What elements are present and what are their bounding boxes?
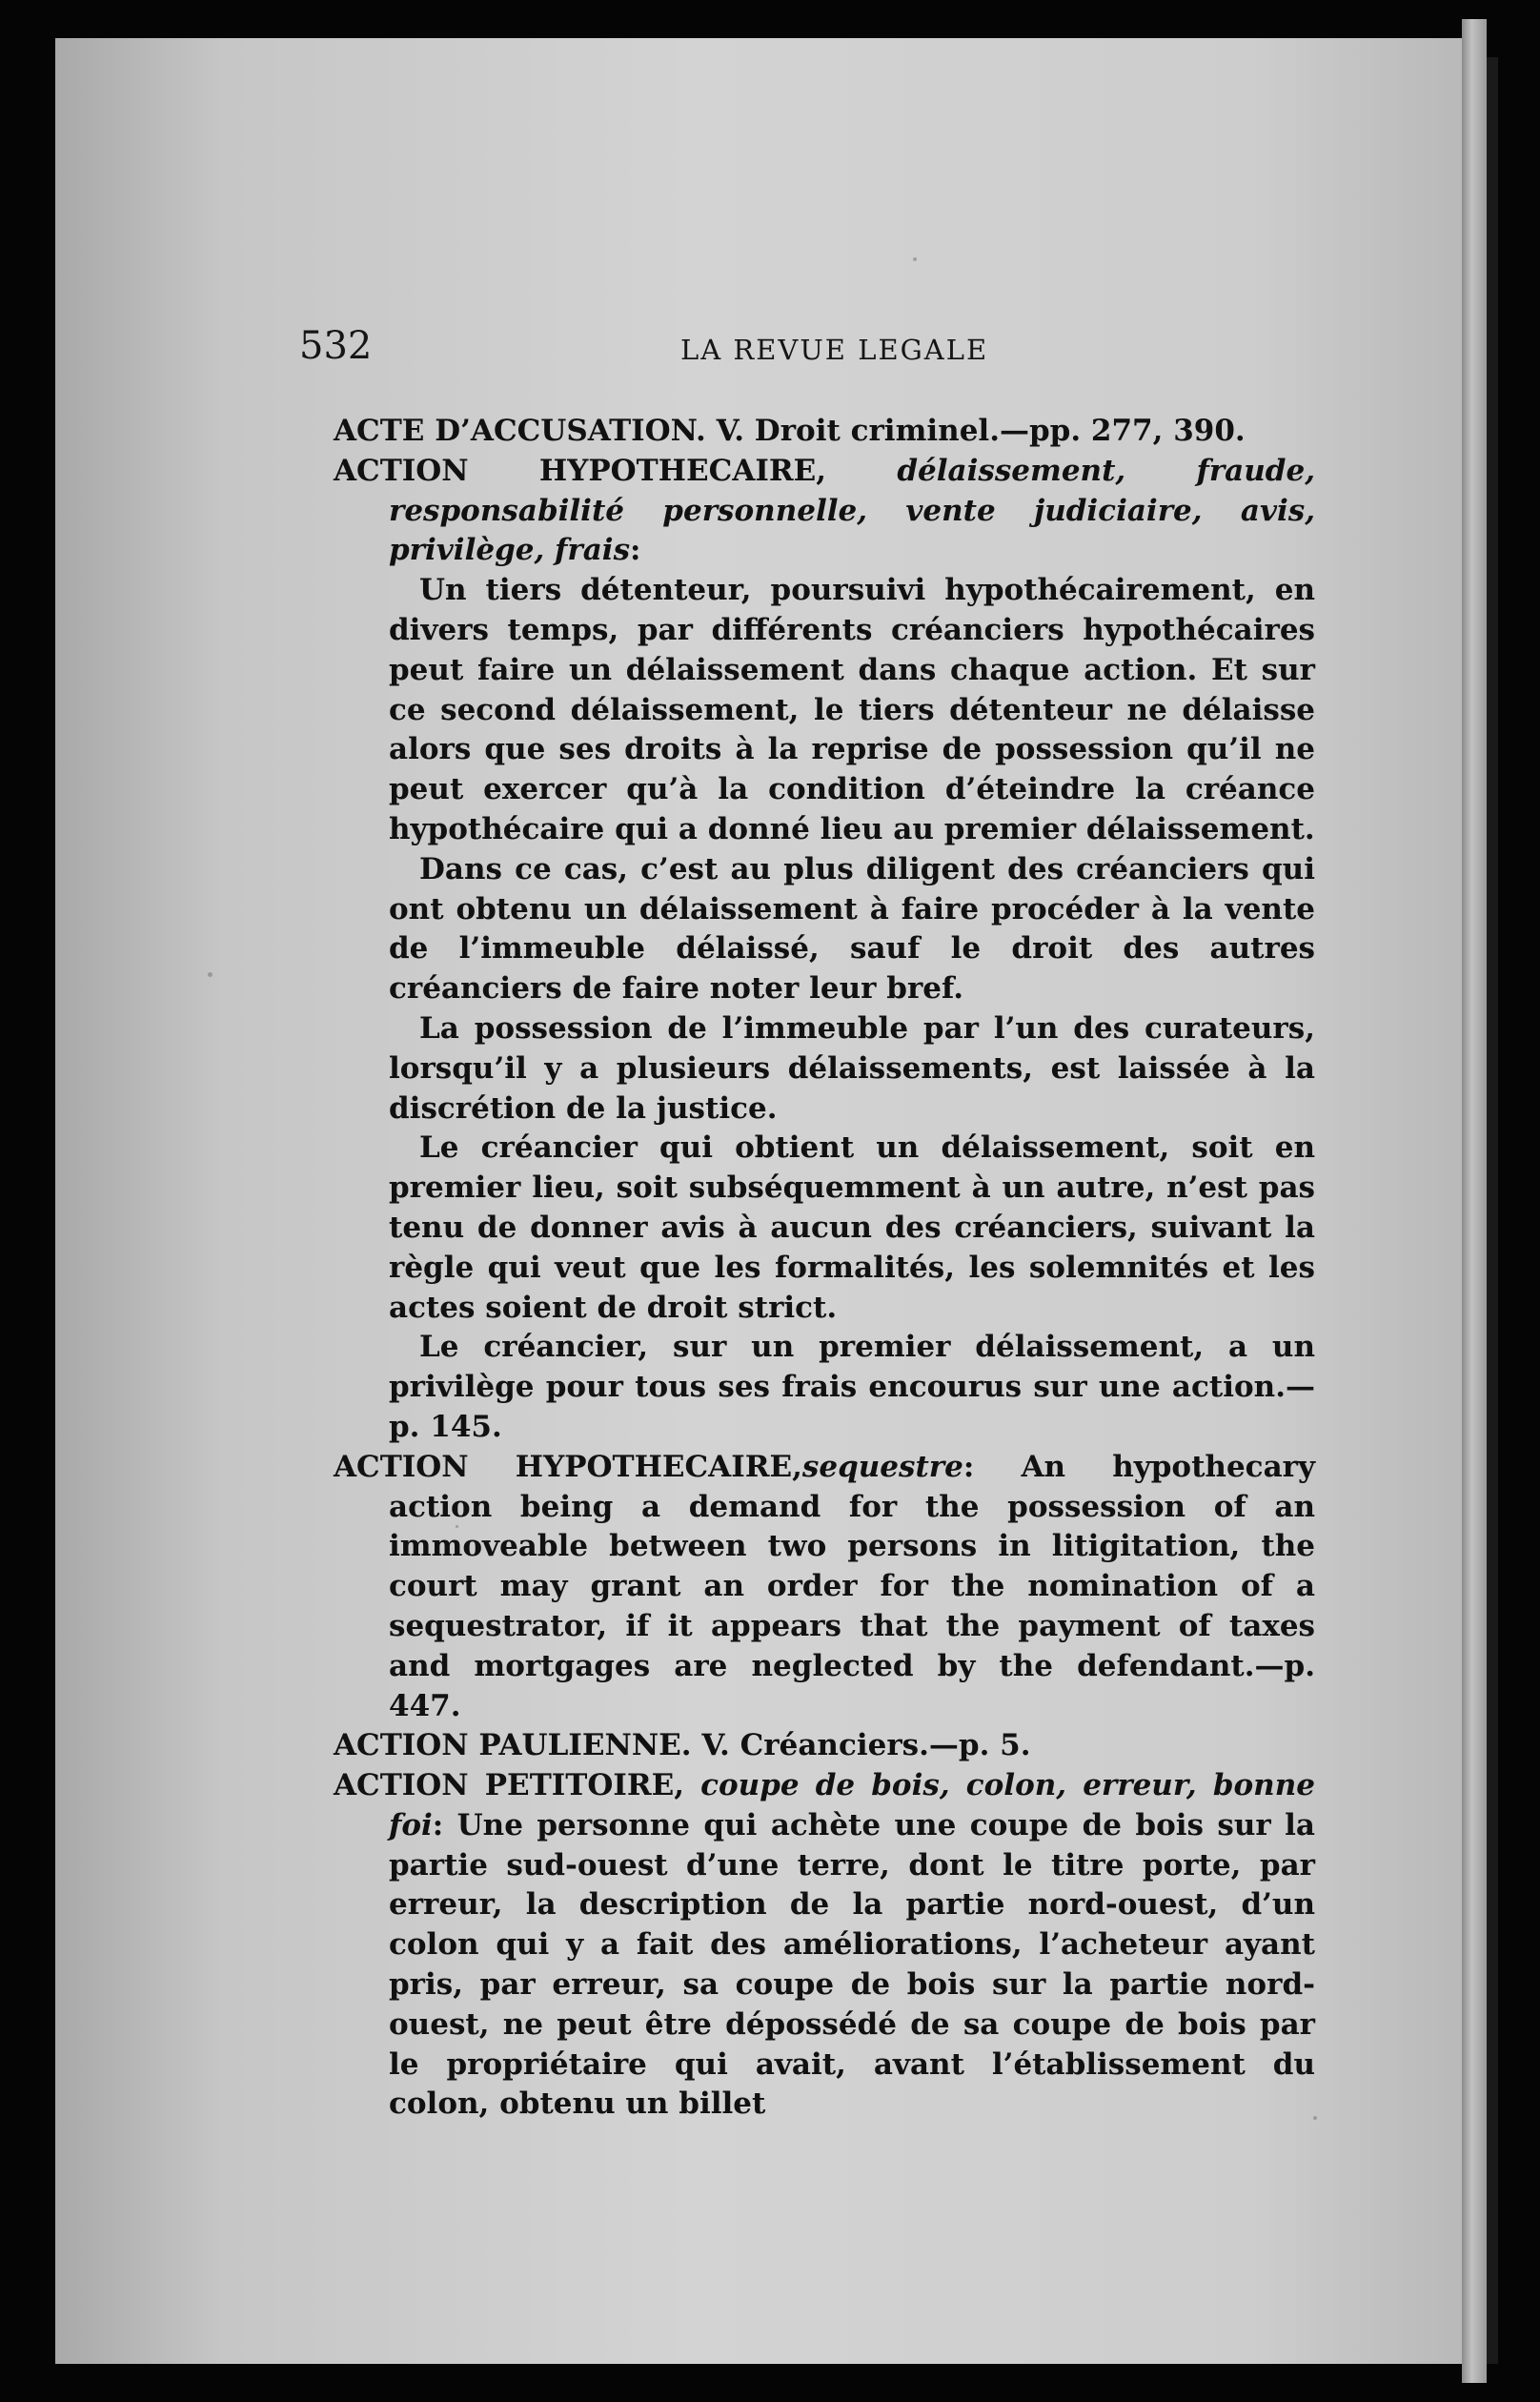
index-entry xyxy=(334,452,1315,571)
entry-heading: ACTE D’ACCUSATION. xyxy=(334,414,706,448)
entry-keywords: délaissement, fraude, responsabilité personnelle, vente judiciaire, avis, privilège, frais xyxy=(389,453,1315,568)
index-entry xyxy=(334,1726,1315,1766)
entry-paragraph: Le créancier, sur un premier délaissement, a un privilège pour tous ses frais encourus sur une action.—p. 145. xyxy=(389,1330,1315,1444)
index-entries xyxy=(334,412,1315,2125)
entry-heading: ACTION HYPOTHECAIRE, xyxy=(334,453,827,488)
index-entry xyxy=(334,412,1315,452)
index-entry xyxy=(334,1448,1315,1727)
index-entry xyxy=(334,1766,1315,2125)
entry-keywords: sequestre xyxy=(801,1449,963,1484)
entry-heading: ACTION HYPOTHECAIRE, xyxy=(334,1449,802,1484)
dust-speck xyxy=(913,257,917,261)
book-gutter xyxy=(1462,19,1487,2383)
dust-speck xyxy=(208,972,213,977)
entry-text: V. Créanciers.—p. 5. xyxy=(691,1728,1031,1763)
page-header xyxy=(299,324,1348,381)
entry-paragraph: La possession de l’immeuble par l’un des curateurs, lorsqu’il y a plusieurs délaissements, est laissée à la discrétion de la justice. xyxy=(389,1010,1315,1126)
entry-heading: ACTION PAULIENNE. xyxy=(334,1728,692,1763)
entry-heading: ACTION PETITOIRE, xyxy=(334,1768,685,1803)
entry-keywords: coupe de bois, colon, erreur, bonne foi xyxy=(389,1768,1315,1842)
next-page-edge xyxy=(1487,57,1498,2364)
entry-text: : Une personne qui achète une coupe de bois sur la partie sud-ouest d’une terre, dont le titre porte, par erreur, la description de la partie nord-ouest, d’un colon qui y a fait des améliorations, l’acheteur ayant pris, par erreur, sa coupe de bois sur la partie nord-ouest, ne peut être dépossédé de sa coupe de bois par le propriétaire qui avait, avant l’établissement du colon, obtenu un billet xyxy=(389,1807,1315,2122)
entry-paragraph: Dans ce cas, c’est au plus diligent des créanciers qui ont obtenu un délaissement à faire procéder à la vente de l’immeuble délaissé, sauf le droit des autres créanciers de faire noter leur bref. xyxy=(389,851,1315,1007)
entry-text: V. Droit criminel.—pp. 277, 390. xyxy=(705,414,1246,448)
entry-paragraph: Un tiers détenteur, poursuivi hypothécairement, en divers temps, par différents créanciers hypothécaires peut faire un délaissement dans chaque action. Et sur ce second délaissement, le tiers détenteur ne délaisse alors que ses droits à la reprise de possession qu’il ne peut exercer qu’à la condition d’éteindre la créance hypothécaire qui a donné lieu au premier délaissement. xyxy=(389,573,1315,846)
entry-text: : An hypothecary action being a demand for the possession of an immoveable between two persons in litigitation, the court may grant an order for the nomination of a sequestrator, if it appears that the payment of taxes and mortgages are neglected by the defendant.—p. 447. xyxy=(389,1449,1315,1723)
entry-paragraph: Le créancier qui obtient un délaissement, soit en premier lieu, soit subséquemment à un autre, n’est pas tenu de donner avis à aucun des créanciers, suivant la règle qui veut que les formalités, les solemnités et les actes soient de droit strict. xyxy=(389,1130,1315,1325)
running-title: LA REVUE LEGALE xyxy=(680,334,989,366)
page-number: 532 xyxy=(299,324,373,368)
entry-text: : xyxy=(630,533,641,568)
